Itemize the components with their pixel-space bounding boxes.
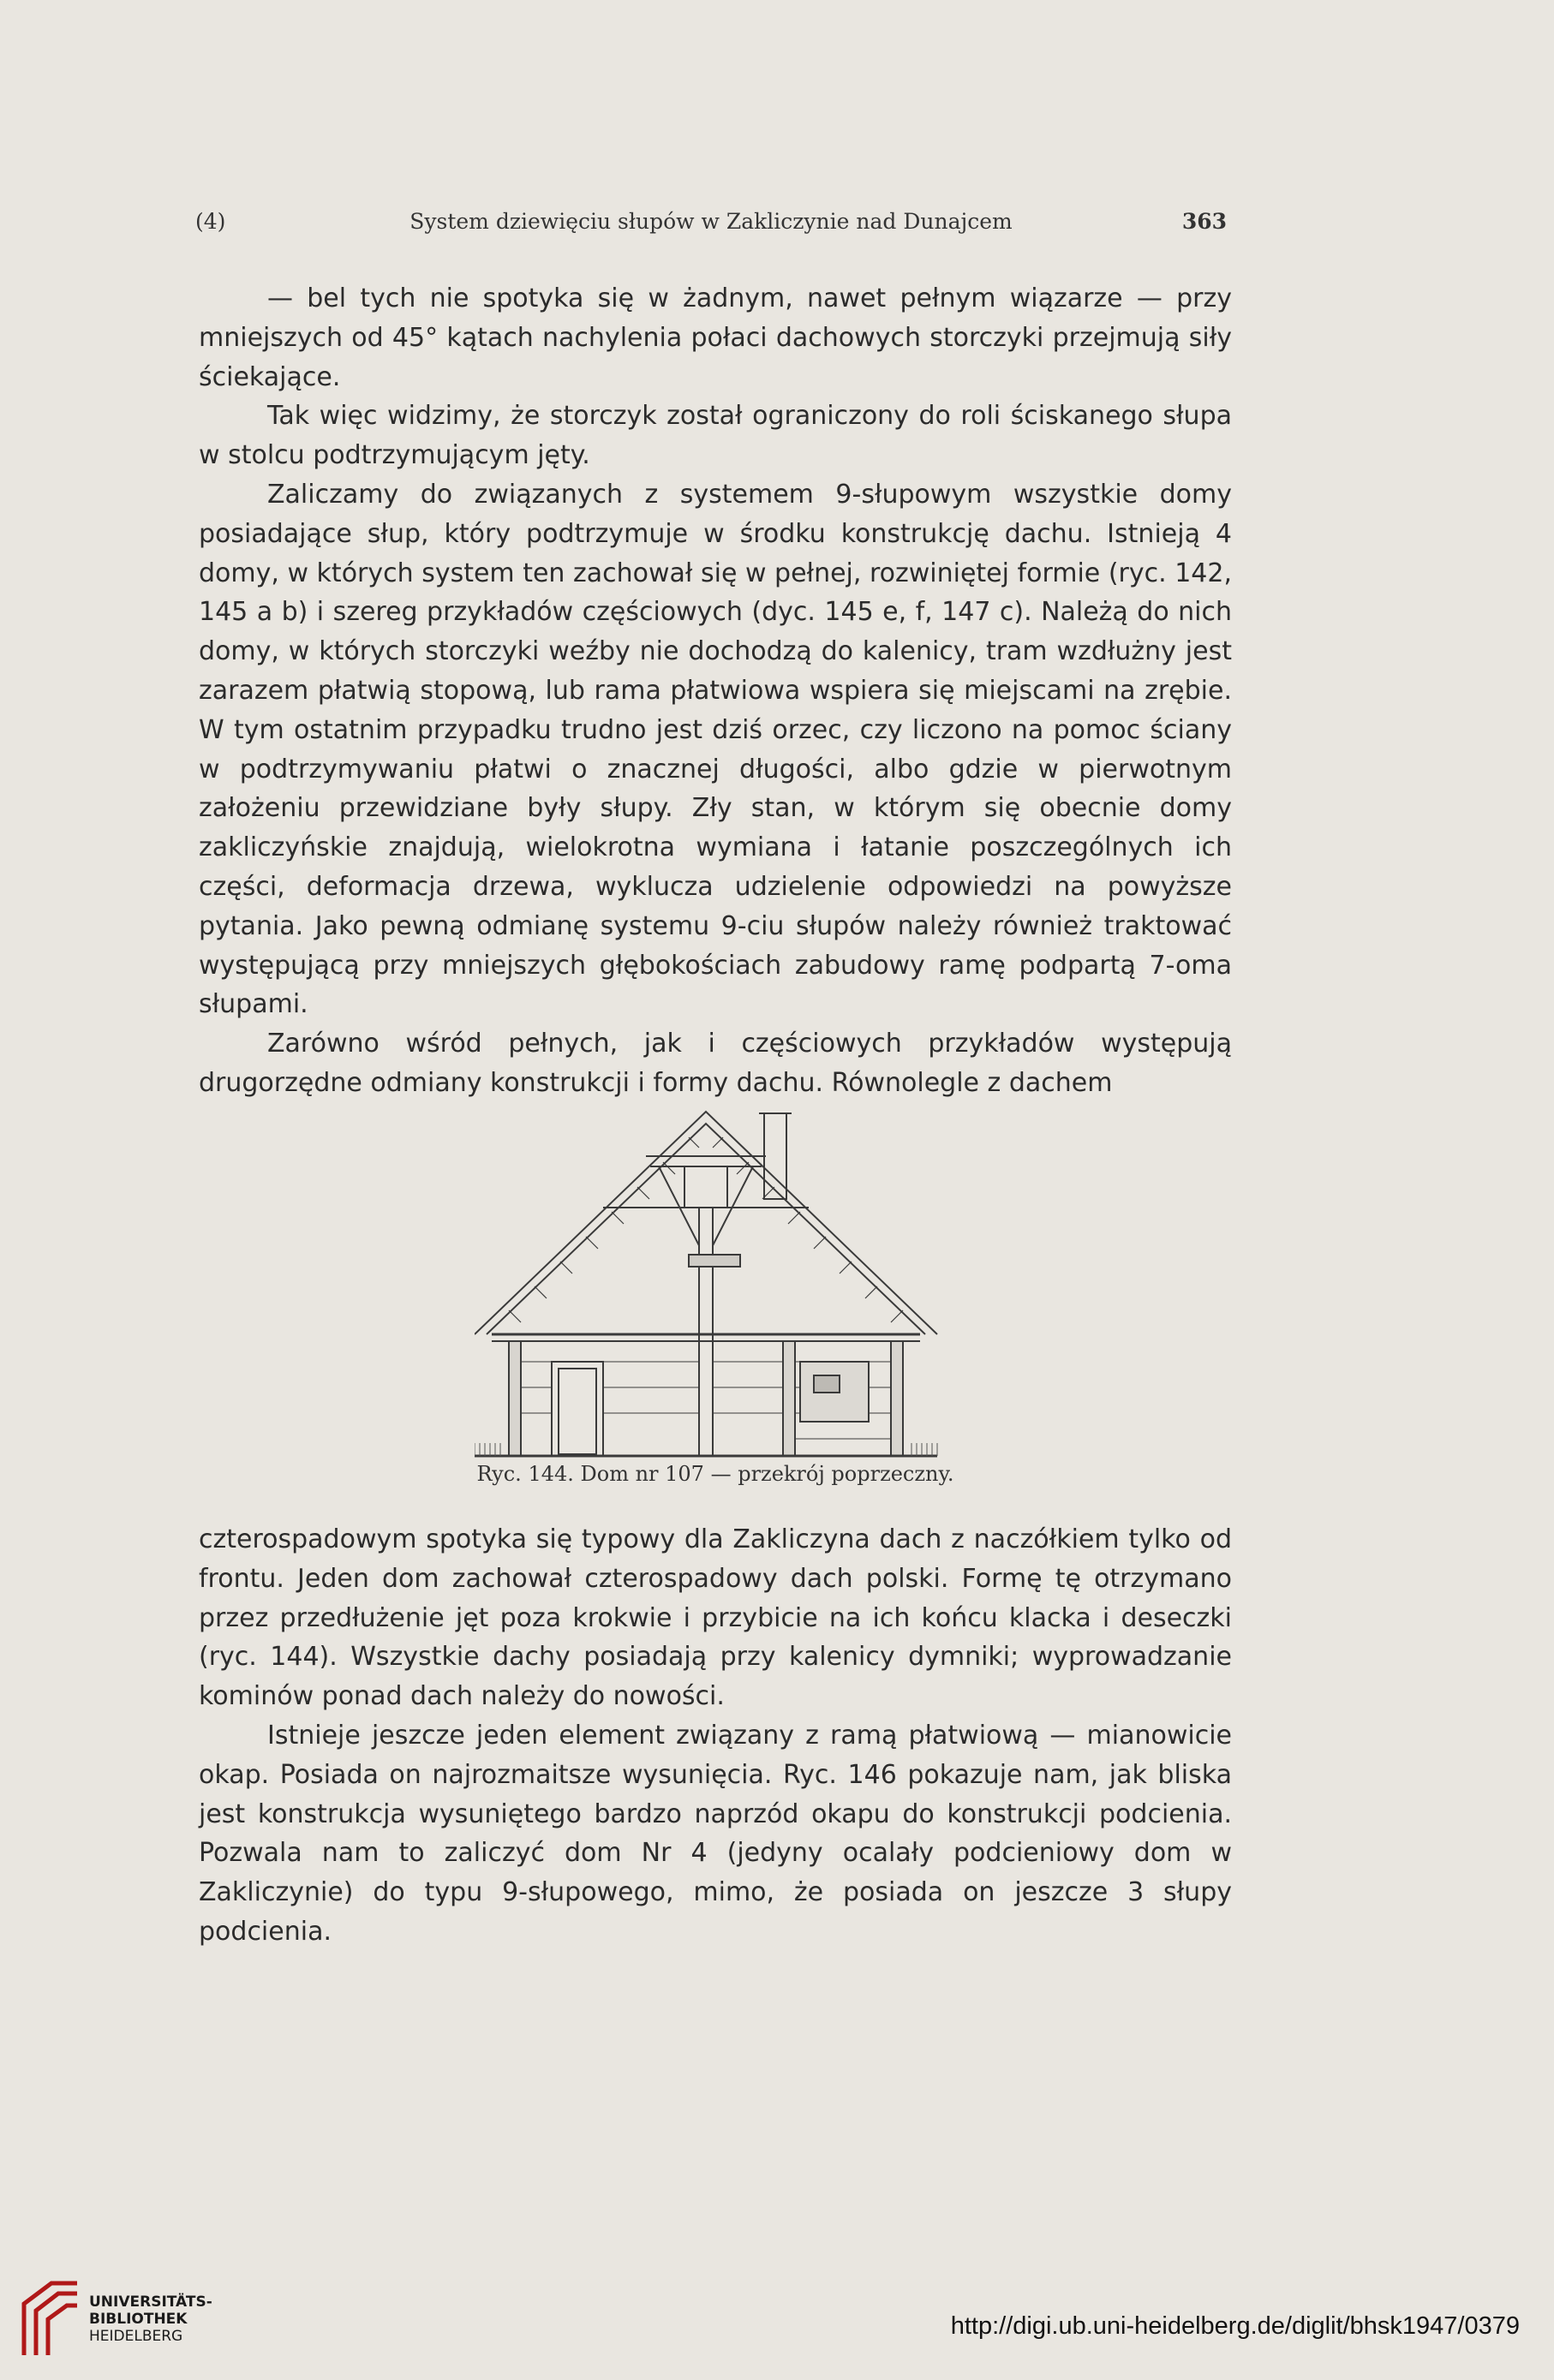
library-name-line: BIBLIOTHEK (89, 2311, 188, 2328)
section-number: (4) (195, 209, 226, 234)
library-logo[interactable] (17, 2278, 240, 2364)
paragraph: Tak więc widzimy, że storczyk został ograniczony do roli ściskanego słupa w stolcu podtrzymującym jęty. (199, 401, 1232, 471)
paragraph: Zarówno wśród pełnych, jak i częściowych przykładów występują drugorzędne odmiany konstrukcji i formy dachu. Równolegle z dachem (199, 1029, 1232, 1098)
body-text-top (199, 279, 1232, 1103)
paragraph: czterospadowym spotyka się typowy dla Zakliczyna dach z naczółkiem tylko od frontu. Jeden dom zachował czterospadowy dach polski. Formę tę otrzymano przez przedłużenie jęt poza krokwie i przybicie na ich końcu klacka i deseczki (ryc. 144). Wszystkie dachy posiadają przy kalenicy dymniki; wyprowadzanie kominów ponad dach należy do nowości. (199, 1524, 1232, 1712)
library-name-line: UNIVERSITÄTS- (89, 2294, 212, 2311)
library-name-line: HEIDELBERG (89, 2328, 183, 2345)
running-title: System dziewięciu słupów w Zakliczynie nad Dunajcem (409, 209, 1013, 234)
page-number: 363 (1181, 209, 1227, 234)
figure-caption: Ryc. 144. Dom nr 107 — przekrój poprzeczny. (476, 1462, 954, 1486)
body-text-bottom (199, 1520, 1232, 1952)
cross-section-drawing (475, 1105, 954, 1464)
house-cross-section-figure (475, 1105, 954, 1464)
library-logo-icon (17, 2278, 86, 2360)
paragraph: Istnieje jeszcze jeden element związany z ramą płatwiową — mianowicie okap. Posiada on najrozmaitsze wysunięcia. Ryc. 146 pokazuje nam, jak bliska jest konstrukcja wysuniętego bardzo naprzód okapu do konstrukcji podcienia. Pozwala nam to zaliczyć dom Nr 4 (jedyny ocalały podcieniowy dom w Zakliczynie) do typu 9-słupowego, mimo, że posiada on jeszcze 3 słupy podcienia. (199, 1720, 1232, 1947)
source-url-link[interactable]: http://digi.ub.uni-heidelberg.de/diglit/bhsk1947/0379 (950, 2312, 1520, 2340)
library-name (89, 2294, 212, 2345)
paragraph: — bel tych nie spotyka się w żadnym, nawet pełnym wiązarze — przy mniejszych od 45° kątach nachylenia połaci dachowych storczyki przejmują siły ściekające. (199, 283, 1232, 392)
paragraph: Zaliczamy do związanych z systemem 9-słupowym wszystkie domy posiadające słup, który podtrzymuje w środku konstrukcję dachu. Istnieją 4 domy, w których system ten zachował się w pełnej, rozwiniętej formie (ryc. 142, 145 a b) i szereg przykładów częściowych (dyc. 145 e, f, 147 c). Należą do nich domy, w których storczyki weźby nie dochodzą do kalenicy, tram wzdłużny jest zarazem płatwią stopową, lub rama płatwiowa wspiera się miejscami na zrębie. W tym ostatnim przypadku trudno jest dziś orzec, czy liczono na pomoc ściany w podtrzymywaniu płatwi o znacznej długości, albo gdzie w pierwotnym założeniu przewidziane były słupy. Zły stan, w którym się obecnie domy zakliczyńskie znajdują, wielokrotna wymiana i łatanie poszczególnych ich części, deformacja drzewa, wyklucza udzielenie odpowiedzi na powyższe pytania. Jako pewną odmianę systemu 9-ciu słupów należy również traktować występującą przy mniejszych głębokościach zabudowy ramę podpartą 7-oma słupami. (199, 479, 1232, 1020)
